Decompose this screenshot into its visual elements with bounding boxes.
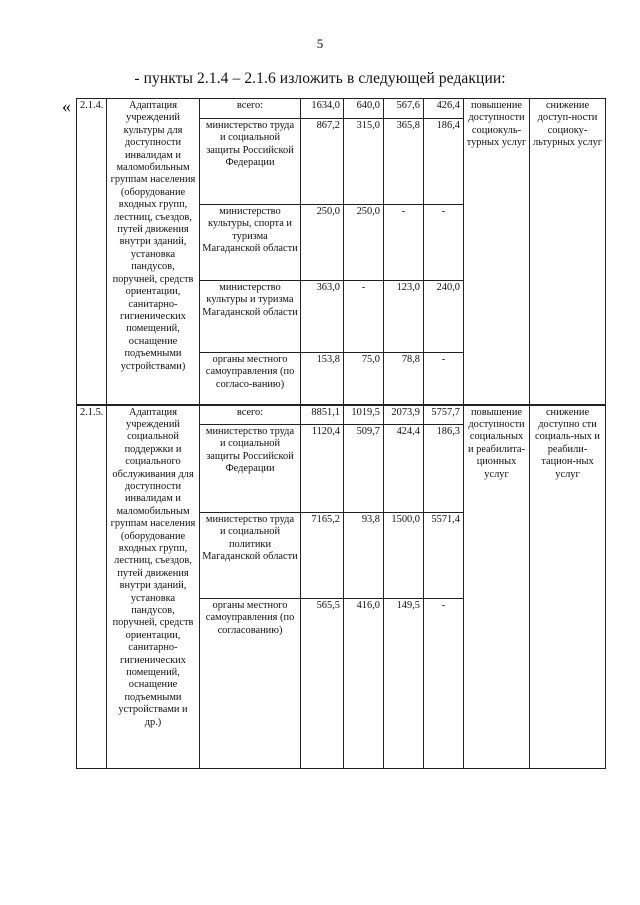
indicator-decrease: снижение доступ-ности социоку-льтурных услуг [530, 99, 606, 405]
value-year-3: - [424, 205, 464, 281]
opening-quote: « [62, 96, 71, 116]
item-code: 2.1.4. [77, 99, 107, 405]
value-year-2: 365,8 [384, 119, 424, 205]
value-total: 867,2 [301, 119, 344, 205]
value-total: 565,5 [301, 599, 344, 769]
value-year-1: 509,7 [344, 425, 384, 513]
value-year-2: - [384, 205, 424, 281]
item-name: Адаптация учреждений социальной поддержки и социального обслуживания для доступности инвалидам и маломобильным группам населения (оборудование входных групп, лестниц, съездов, путей движения внутри зданий, установка пандусов, поручней, средств ориентации, санитарно-гигиенических помещений, оснащение подъемными устройствами и др.) [107, 405, 200, 769]
value-total: 7165,2 [301, 513, 344, 599]
program-measures-table [76, 98, 606, 769]
table-row [77, 99, 606, 119]
value-year-1: 75,0 [344, 353, 384, 405]
value-year-2: 1500,0 [384, 513, 424, 599]
funding-source: органы местного самоуправления (по согласованию) [200, 599, 301, 769]
value-total: 363,0 [301, 281, 344, 353]
value-year-1: 1019,5 [344, 405, 384, 425]
item-name: Адаптация учреждений культуры для доступности инвалидам и маломобильным группам населения (оборудование входных групп, лестниц, съездов, путей движения внутри зданий, установка пандусов, поручней, средств ориентации, санитарно-гигиенических помещений, оснащение подъемными устройствами) [107, 99, 200, 405]
value-year-2: 78,8 [384, 353, 424, 405]
value-year-1: 416,0 [344, 599, 384, 769]
item-code: 2.1.5. [77, 405, 107, 769]
value-year-3: 240,0 [424, 281, 464, 353]
table-row [77, 405, 606, 425]
funding-source: министерство труда и социальной защиты Российской Федерации [200, 119, 301, 205]
value-year-3: 186,3 [424, 425, 464, 513]
value-total: 8851,1 [301, 405, 344, 425]
value-year-2: 123,0 [384, 281, 424, 353]
funding-source: министерство культуры, спорта и туризма Магаданской области [200, 205, 301, 281]
section-heading: - пункты 2.1.4 – 2.1.6 изложить в следующей редакции: [134, 70, 506, 87]
value-total: 1634,0 [301, 99, 344, 119]
value-year-1: - [344, 281, 384, 353]
value-total: 1120,4 [301, 425, 344, 513]
indicator-increase: повышение доступности социальных и реабилита-ционных услуг [464, 405, 530, 769]
value-year-3: 5571,4 [424, 513, 464, 599]
page-number: 5 [316, 36, 324, 51]
funding-source: всего: [200, 99, 301, 119]
value-year-2: 424,4 [384, 425, 424, 513]
funding-source: всего: [200, 405, 301, 425]
value-year-1: 250,0 [344, 205, 384, 281]
indicator-decrease: снижение доступно сти социаль-ных и реабили-тацион-ных услуг [530, 405, 606, 769]
indicator-increase: повышение доступности социокуль-турных услуг [464, 99, 530, 405]
value-year-3: 186,4 [424, 119, 464, 205]
value-year-2: 2073,9 [384, 405, 424, 425]
value-year-1: 640,0 [344, 99, 384, 119]
value-year-3: 426,4 [424, 99, 464, 119]
value-year-3: 5757,7 [424, 405, 464, 425]
value-year-1: 93,8 [344, 513, 384, 599]
funding-source: министерство культуры и туризма Магаданской области [200, 281, 301, 353]
value-year-2: 567,6 [384, 99, 424, 119]
value-year-3: - [424, 353, 464, 405]
value-year-2: 149,5 [384, 599, 424, 769]
value-total: 153,8 [301, 353, 344, 405]
value-total: 250,0 [301, 205, 344, 281]
value-year-3: - [424, 599, 464, 769]
funding-source: органы местного самоуправления (по согласо-ванию) [200, 353, 301, 405]
funding-source: министерство труда и социальной политики Магаданской области [200, 513, 301, 599]
value-year-1: 315,0 [344, 119, 384, 205]
funding-source: министерство труда и социальной защиты Российской Федерации [200, 425, 301, 513]
